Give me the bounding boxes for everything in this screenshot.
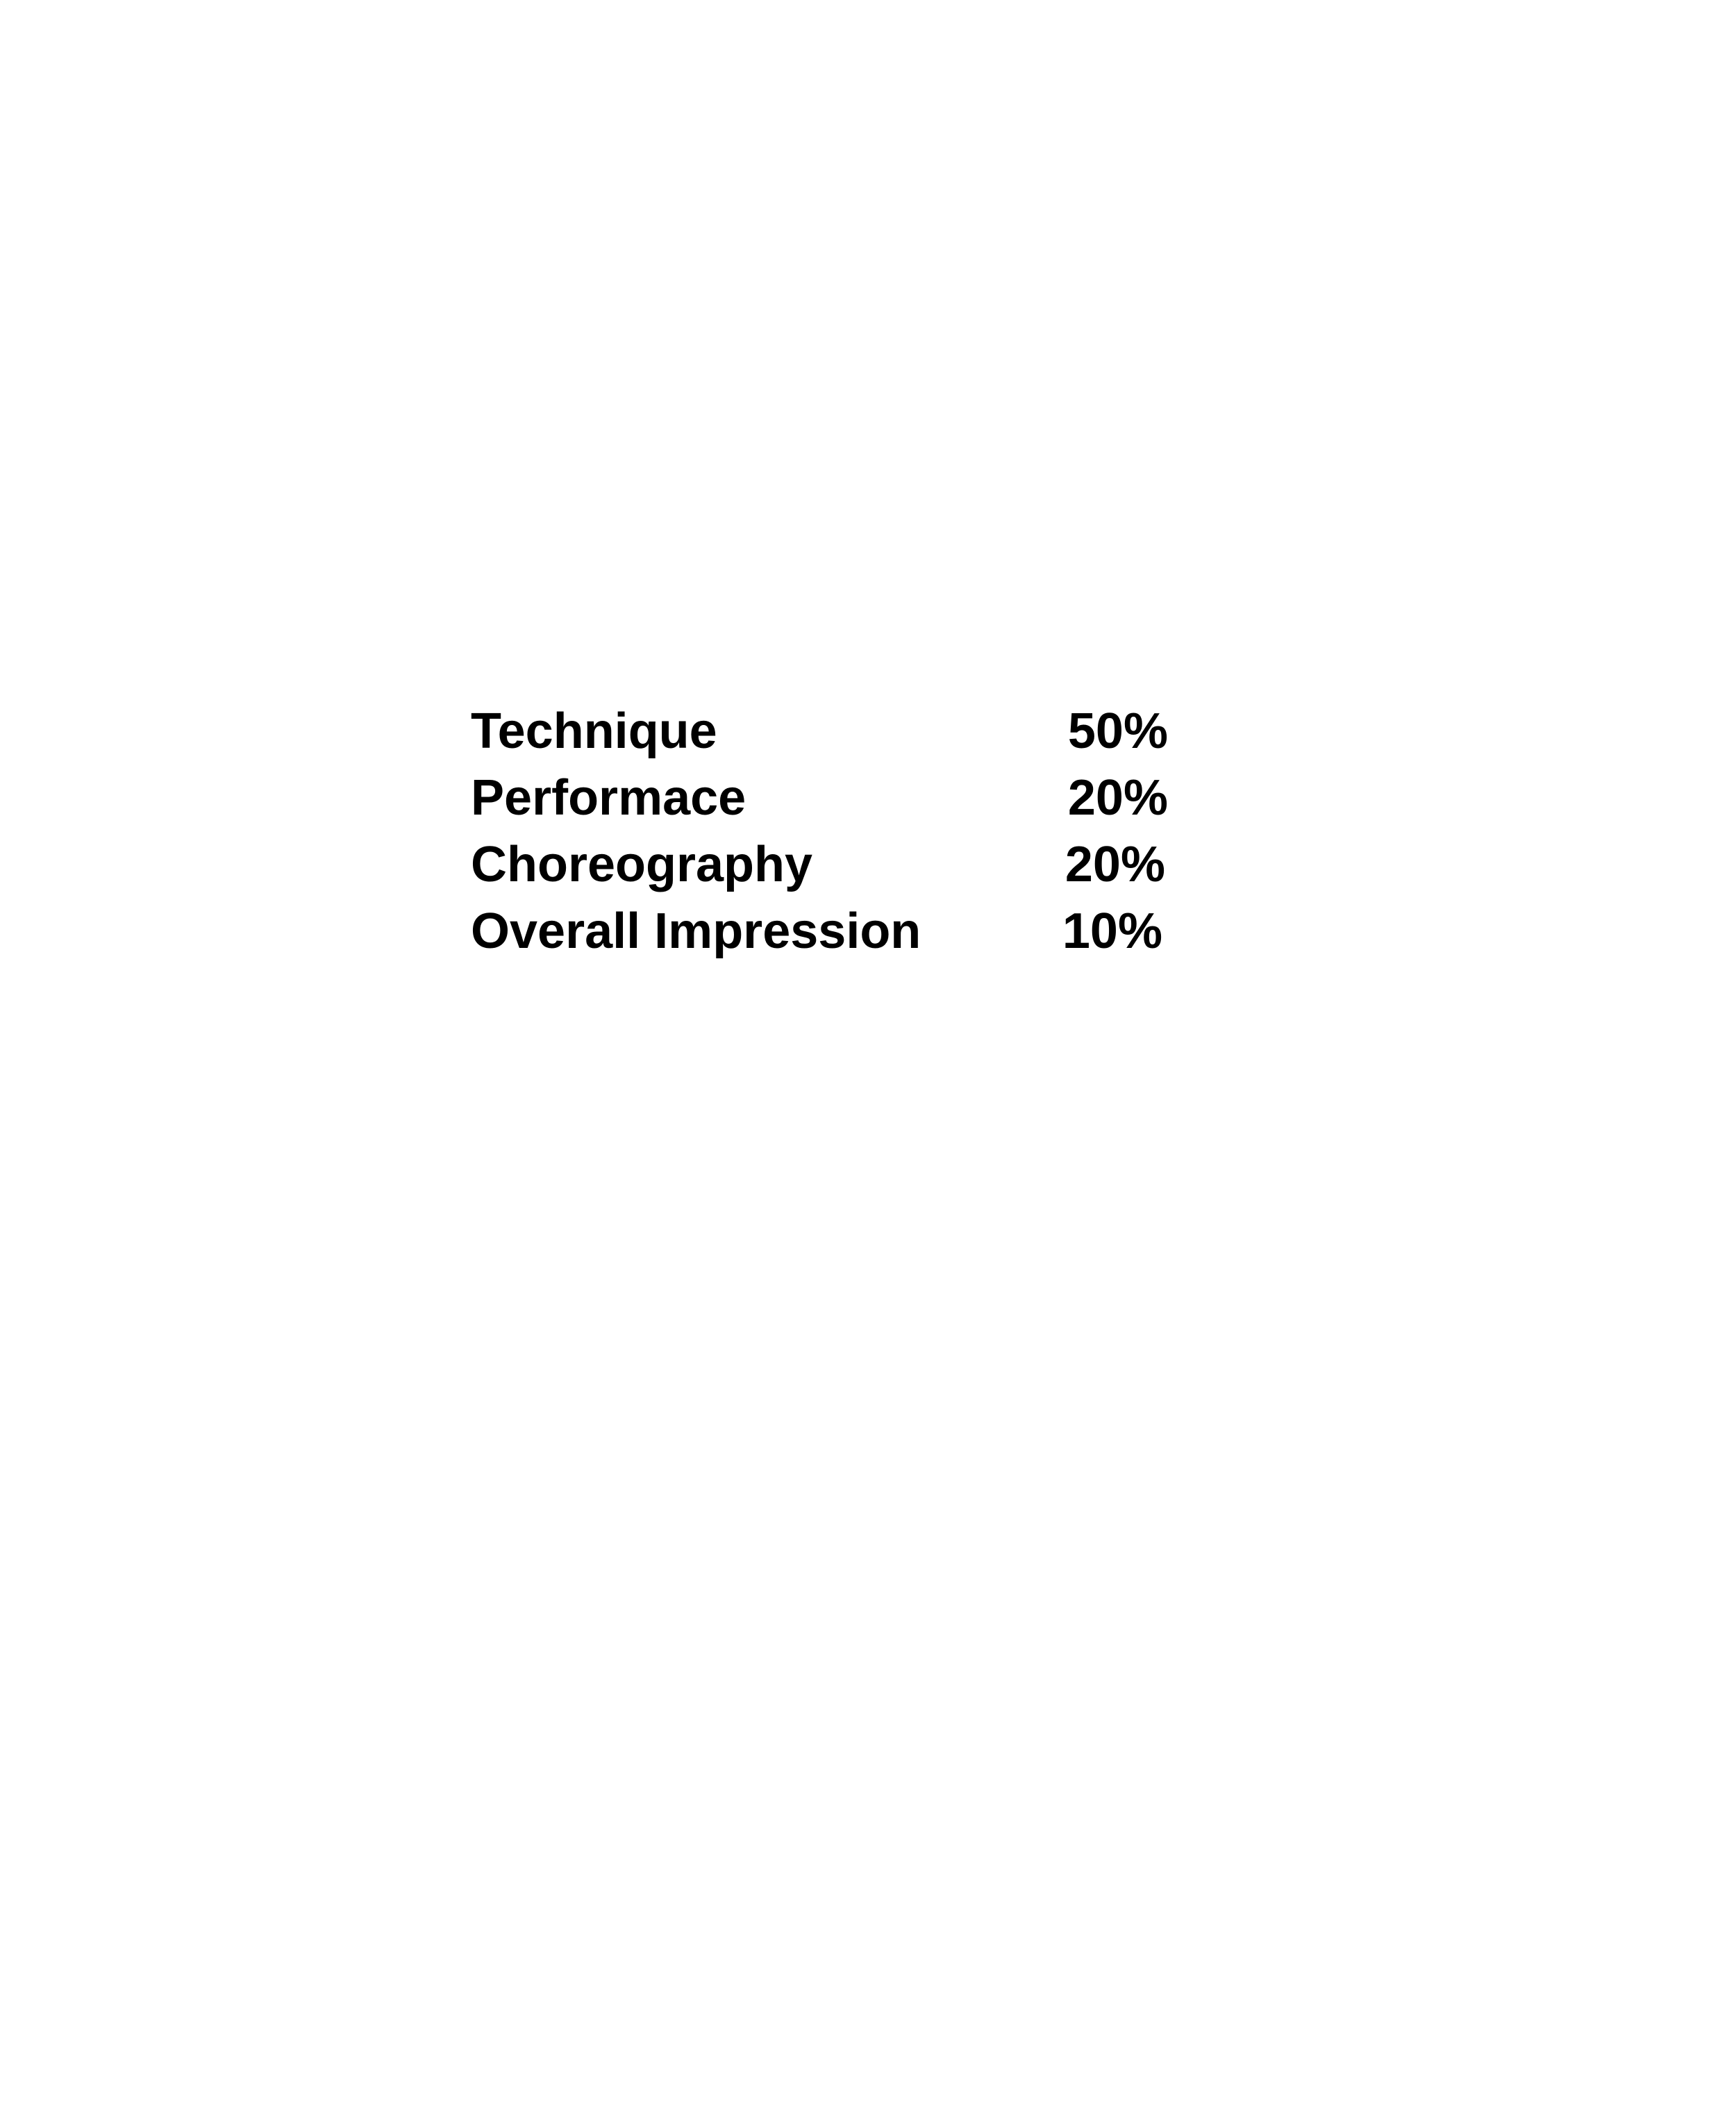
criteria-row-performace (471, 765, 1168, 831)
scoring-criteria-table (471, 698, 1235, 965)
criteria-row-choreography (471, 831, 1165, 898)
criteria-row-technique (471, 698, 1168, 765)
criteria-weight: 20% (1067, 770, 1168, 826)
criteria-label: Technique (471, 703, 717, 759)
criteria-weight: 20% (1065, 837, 1165, 892)
criteria-label: Overall Impression (471, 903, 921, 959)
criteria-label: Performace (471, 770, 746, 826)
criteria-row-overall-impression (471, 898, 1162, 965)
criteria-weight: 50% (1067, 703, 1168, 759)
criteria-weight: 10% (1062, 903, 1162, 959)
criteria-label: Choreography (471, 837, 813, 892)
